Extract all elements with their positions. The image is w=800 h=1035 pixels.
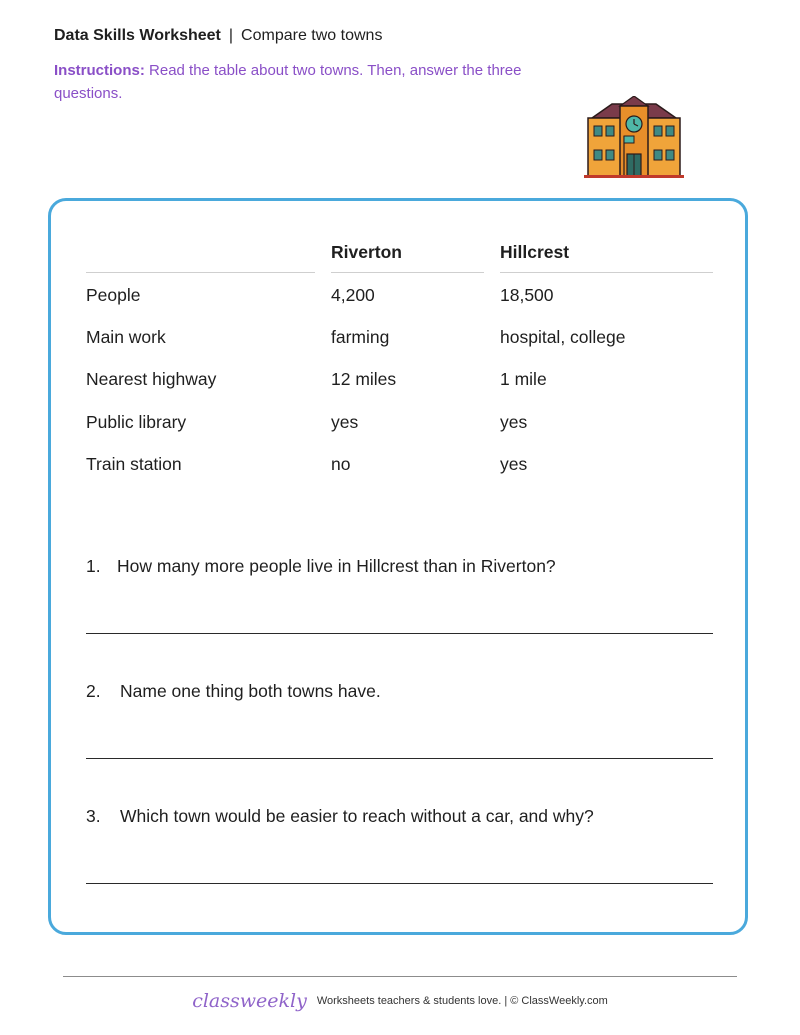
row-label-public-library: Public library — [86, 412, 187, 432]
question-number: 3. — [86, 806, 101, 826]
header-separator: | — [228, 27, 234, 44]
table-header-divider — [500, 272, 713, 273]
question-text: How many more people live in Hillcrest than in Riverton? — [117, 556, 556, 576]
question-2 — [86, 680, 381, 702]
row-label-main-work: Main work — [86, 327, 166, 347]
table-cell: 18,500 — [500, 285, 554, 305]
brand-logo: classweekly — [192, 990, 307, 1012]
answer-line-1[interactable] — [86, 633, 713, 634]
worksheet-title: Data Skills Worksheet — [54, 27, 221, 44]
table-cell: farming — [331, 327, 390, 347]
worksheet-header — [54, 26, 382, 46]
table-cell: hospital, college — [500, 327, 626, 347]
answer-line-3[interactable] — [86, 883, 713, 884]
question-number: 1. — [86, 556, 101, 576]
table-cell: 4,200 — [331, 285, 375, 305]
footer-divider — [63, 976, 737, 977]
table-header-divider — [331, 272, 484, 273]
footer-tagline: Worksheets teachers & students love. | © ClassWeekly.com — [316, 995, 608, 1007]
column-header-riverton: Riverton — [331, 242, 402, 262]
footer — [0, 990, 800, 1012]
school-building-icon — [582, 96, 686, 178]
table-cell: 12 miles — [331, 369, 397, 389]
row-label-people: People — [86, 285, 141, 305]
row-label-train-station: Train station — [86, 454, 182, 474]
table-header-divider — [86, 272, 315, 273]
table-cell: yes — [331, 412, 359, 432]
question-1 — [86, 555, 556, 577]
instructions-text: Read the table about two towns. Then, answer the three questions. — [54, 62, 522, 102]
instructions — [54, 60, 524, 105]
question-number: 2. — [86, 681, 101, 701]
table-cell: yes — [500, 412, 528, 432]
row-label-nearest-highway: Nearest highway — [86, 369, 217, 389]
column-header-hillcrest: Hillcrest — [500, 242, 570, 262]
worksheet-subtitle: Compare two towns — [241, 27, 383, 44]
question-3 — [86, 805, 594, 827]
answer-line-2[interactable] — [86, 758, 713, 759]
question-text: Which town would be easier to reach without a car, and why? — [120, 806, 594, 826]
table-cell: no — [331, 454, 351, 474]
table-cell: yes — [500, 454, 528, 474]
instructions-label: Instructions: — [54, 62, 145, 79]
question-text: Name one thing both towns have. — [120, 681, 381, 701]
table-cell: 1 mile — [500, 369, 547, 389]
